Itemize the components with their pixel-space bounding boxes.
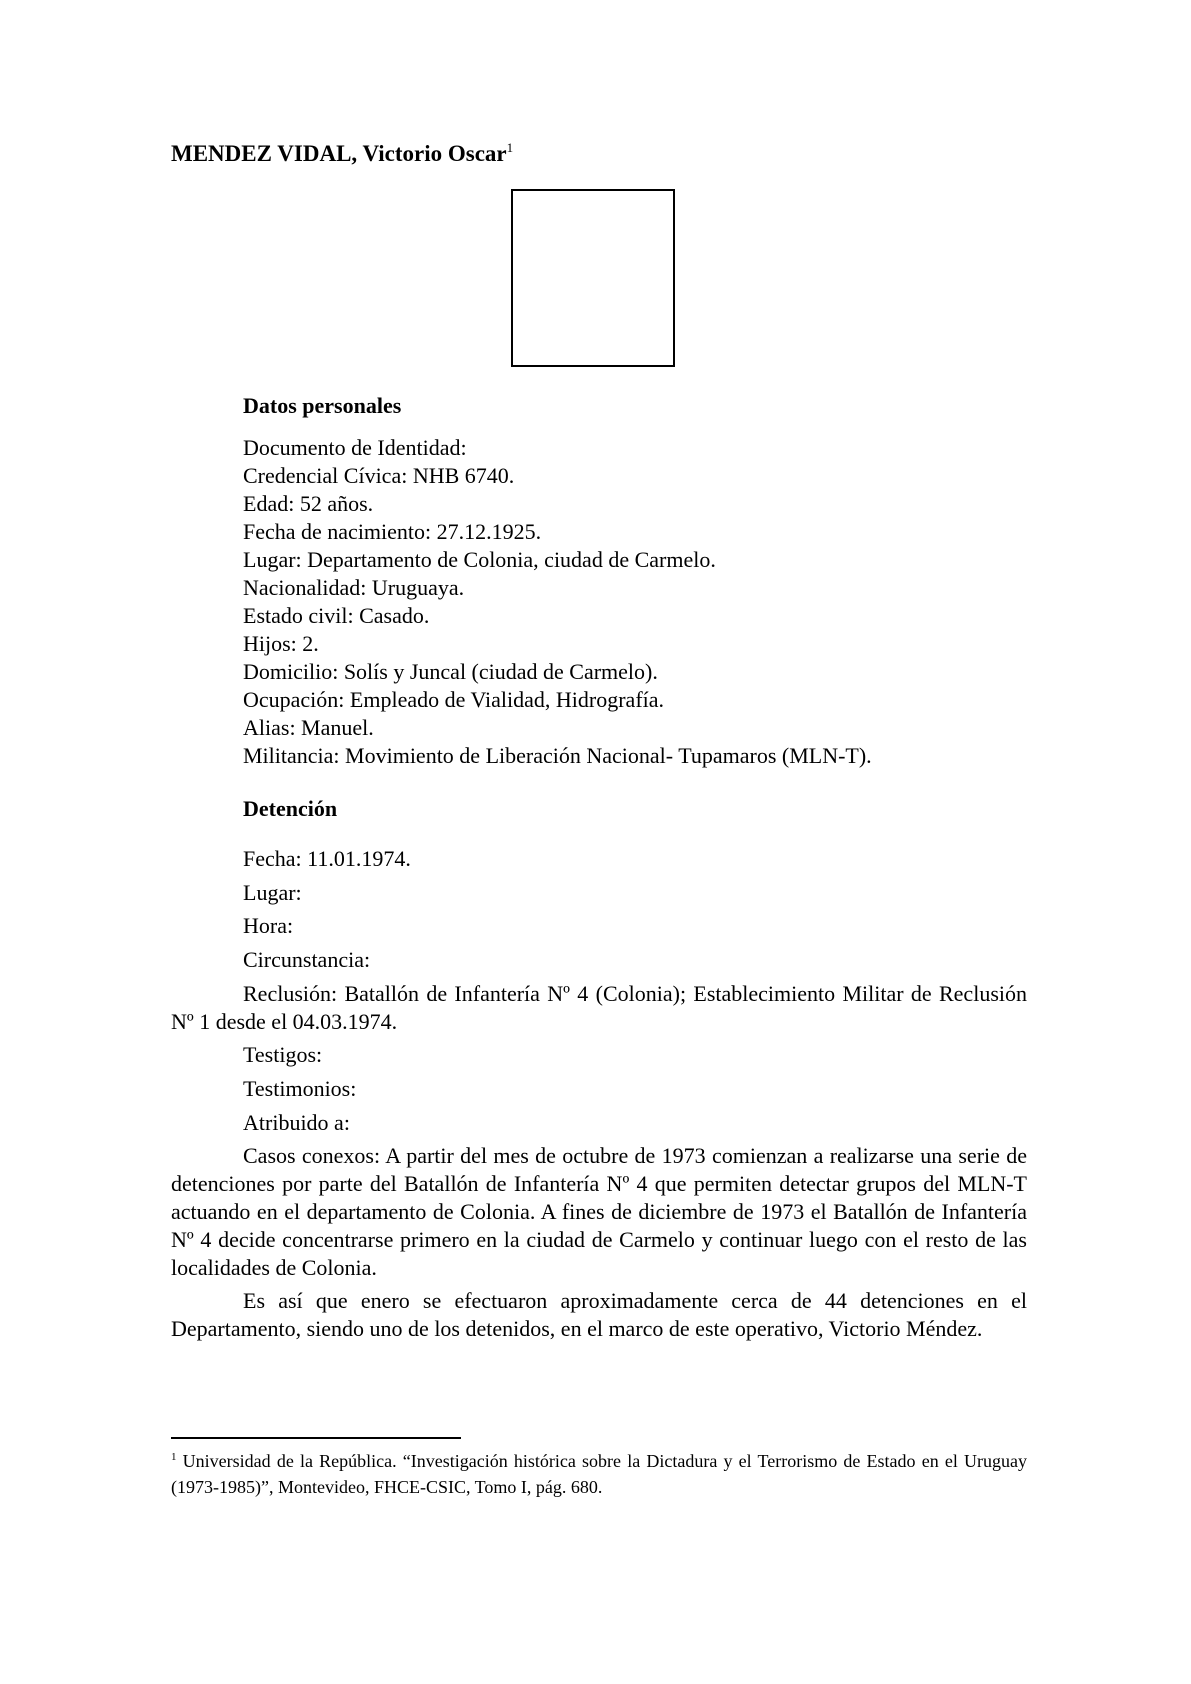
detention-date: Fecha: 11.01.1974. (243, 846, 411, 871)
detention-place: Lugar: (243, 880, 302, 905)
list-item: Documento de Identidad: (243, 435, 467, 460)
list-item: Credencial Cívica: NHB 6740. (243, 463, 515, 488)
list-item: Lugar: Departamento de Colonia, ciudad de Carmelo. (243, 547, 716, 572)
footnote-divider (171, 1437, 461, 1439)
detention-testimonies: Testimonios: (243, 1076, 357, 1101)
footnote (171, 1448, 1027, 1500)
list-item: Estado civil: Casado. (243, 603, 430, 628)
detention-circumstance: Circunstancia: (243, 947, 371, 972)
footnote-reference: 1 (506, 140, 514, 155)
list-item: Domicilio: Solís y Juncal (ciudad de Carmelo). (243, 659, 658, 684)
list-item: Fecha de nacimiento: 27.12.1925. (243, 519, 542, 544)
footnote-text: Universidad de la República. “Investigación histórica sobre la Dictadura y el Terrorismo de Estado en el Uruguay (1973-1985)”, Montevideo, FHCE-CSIC, Tomo I, pág. 680. (171, 1451, 1028, 1497)
detention-time: Hora: (243, 913, 294, 938)
list-item: Hijos: 2. (243, 631, 319, 656)
detention-reclusion: Reclusión: Batallón de Infantería Nº 4 (Colonia); Establecimiento Militar de Reclusión Nº 1 desde el 04.03.1974. (171, 981, 1027, 1034)
footnote-number: 1 (171, 1451, 177, 1463)
photo-placeholder (511, 189, 675, 367)
operation-paragraph: Es así que enero se efectuaron aproximadamente cerca de 44 detenciones en el Departamento, siendo uno de los detenidos, en el marco de este operativo, Victorio Méndez. (171, 1288, 1027, 1341)
list-item: Ocupación: Empleado de Vialidad, Hidrografía. (243, 687, 665, 712)
personal-data-heading: Datos personales (243, 393, 402, 418)
related-cases-paragraph: Casos conexos: A partir del mes de octubre de 1973 comienzan a realizarse una serie de detenciones por parte del Batallón de Infantería Nº 4 que permiten detectar grupos del MLN-T actuando en el departamento de Colonia. A fines de diciembre de 1973 el Batallón de Infantería Nº 4 decide concentrarse primero en la ciudad de Carmelo y continuar luego con el resto de las localidades de Colonia. (171, 1143, 1027, 1280)
list-item: Nacionalidad: Uruguaya. (243, 575, 465, 600)
detention-attributed: Atribuido a: (243, 1110, 350, 1135)
person-name: MENDEZ VIDAL, Victorio Oscar (171, 141, 507, 166)
page-title (171, 140, 513, 168)
list-item: Edad: 52 años. (243, 491, 374, 516)
list-item: Militancia: Movimiento de Liberación Nacional- Tupamaros (MLN-T). (243, 743, 872, 768)
detention-heading: Detención (243, 796, 338, 821)
list-item: Alias: Manuel. (243, 715, 374, 740)
detention-witnesses: Testigos: (243, 1042, 323, 1067)
personal-data-list (243, 434, 872, 770)
